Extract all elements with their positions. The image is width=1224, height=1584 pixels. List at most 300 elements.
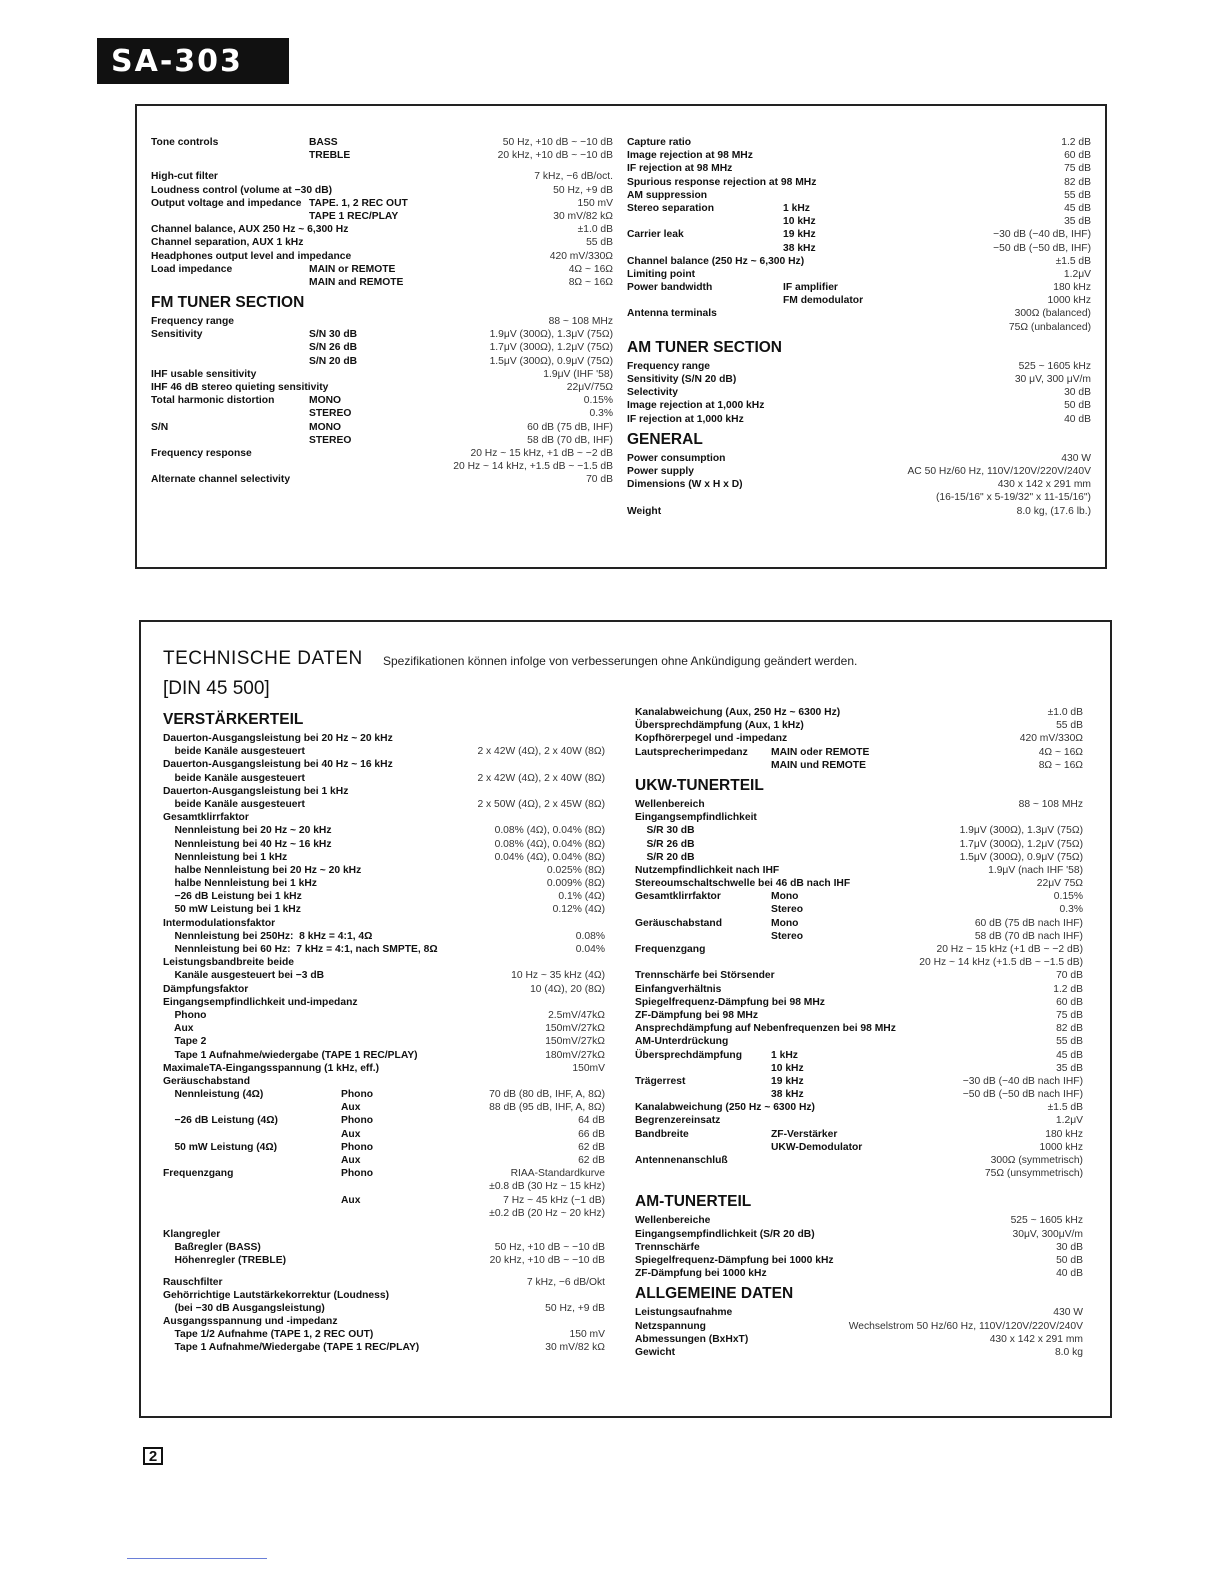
- spec-row: [627, 478, 1091, 491]
- spec-condition: Aux: [341, 1155, 361, 1166]
- spec-condition: S/N 26 dB: [309, 342, 358, 354]
- spec-label: Frequency range: [627, 360, 710, 372]
- spec-condition: Stereo: [771, 904, 804, 916]
- spec-row: [163, 930, 605, 943]
- spec-value: 22μV/75Ω: [566, 382, 613, 393]
- spec-row: [627, 268, 1091, 281]
- spec-row: [163, 1194, 605, 1207]
- spec-condition: TAPE. 1, 2 REC OUT: [309, 197, 408, 209]
- spec-row: [151, 460, 613, 473]
- spec-label: Nennleistung bei 20 Hz ~ 20 kHz: [163, 825, 332, 837]
- spec-label: Dauerton-Ausgangsleistung bei 1 kHz: [163, 785, 349, 797]
- spec-label: Trägerrest: [635, 1075, 686, 1087]
- spacer: [151, 162, 613, 170]
- spec-row: [635, 732, 1083, 745]
- spec-label: Headphones output level and impedance: [151, 250, 352, 262]
- spec-value: 0.15%: [1053, 891, 1083, 903]
- spec-row: [635, 1009, 1083, 1022]
- spec-label: Netzspannung: [635, 1320, 706, 1332]
- spec-label: Eingangsempfindlichkeit: [635, 812, 757, 824]
- spec-label: Gesamtklirrfaktor: [163, 812, 249, 824]
- spec-label: Wellenbereiche: [635, 1215, 711, 1227]
- spec-value: ±1.0 dB: [1047, 707, 1083, 718]
- spec-value: 0.3%: [1059, 904, 1083, 916]
- spec-label: Dauerton-Ausgangsleistung bei 40 Hz ~ 16 kHz: [163, 759, 393, 771]
- spec-label: Aux: [163, 1023, 194, 1035]
- spec-row: [635, 746, 1083, 759]
- spec-label: Klangregler: [163, 1228, 221, 1240]
- spec-row: [627, 215, 1091, 228]
- spec-value: (16-15/16" x 5-19/32" x 11-15/16"): [935, 492, 1091, 504]
- spec-row: [151, 136, 613, 149]
- spec-value: 1.2μV: [1063, 268, 1091, 280]
- spec-row: [627, 149, 1091, 162]
- spec-value: 62 dB: [578, 1141, 605, 1153]
- spec-label: Power bandwidth: [627, 282, 713, 294]
- spec-row: [627, 413, 1091, 426]
- spec-condition: 38 kHz: [783, 242, 816, 254]
- spec-value: −50 dB (−50 dB nach IHF): [962, 1089, 1083, 1101]
- spec-value: 4Ω ~ 16Ω: [568, 263, 613, 275]
- spec-value: 50 dB: [1064, 400, 1091, 412]
- spec-value: 1000 kHz: [1039, 1141, 1083, 1153]
- english-spec-panel: [135, 104, 1107, 569]
- spec-row: [163, 1241, 605, 1254]
- spec-value: 430 W: [1061, 452, 1091, 464]
- spec-label: Geräuschabstand: [163, 1075, 250, 1087]
- spec-label: Image rejection at 98 MHz: [627, 150, 753, 162]
- spec-row: [163, 824, 605, 837]
- spec-value: 20 Hz ~ 14 kHz (+1.5 dB ~ −1.5 dB): [919, 957, 1083, 969]
- spec-label: Wellenbereich: [635, 798, 705, 810]
- spec-row: [635, 1114, 1083, 1127]
- spec-condition: Phono: [341, 1115, 374, 1127]
- spec-label: Kanalabweichung (Aux, 250 Hz ~ 6300 Hz): [635, 707, 841, 718]
- spec-row: [627, 307, 1091, 320]
- spec-value: 35 dB: [1064, 216, 1091, 228]
- spec-value: ±0.2 dB (20 Hz ~ 20 kHz): [489, 1207, 605, 1219]
- spec-label: ZF-Dämpfung bei 98 MHz: [635, 1009, 758, 1021]
- spec-label: Eingangsempfindlichkeit (S/R 20 dB): [635, 1228, 815, 1240]
- spec-value: 50 Hz, +9 dB: [553, 184, 613, 196]
- spec-label: Geräuschabstand: [635, 917, 722, 929]
- spec-value: −50 dB (−50 dB, IHF): [993, 242, 1091, 254]
- spec-row: [635, 1228, 1083, 1241]
- spec-label: S/R 26 dB: [635, 838, 695, 850]
- spec-row: [635, 824, 1083, 837]
- spec-row: [163, 1035, 605, 1048]
- spec-row: [635, 956, 1083, 969]
- spec-value: 50 Hz, +10 dB ~ −10 dB: [502, 137, 613, 148]
- spec-value: 88 dB (95 dB, IHF, A, 8Ω): [489, 1102, 605, 1114]
- spec-value: 45 dB: [1064, 202, 1091, 214]
- spec-value: 22μV 75Ω: [1036, 878, 1083, 890]
- spec-row: [151, 434, 613, 447]
- spec-row: [163, 1154, 605, 1167]
- spacer: [163, 1268, 605, 1276]
- spec-value: 1000 kHz: [1047, 295, 1091, 307]
- spec-label: Gehörrichtige Lautstärkekorrektur (Loudness): [163, 1289, 390, 1301]
- spec-row: [627, 255, 1091, 268]
- spec-row: [151, 184, 613, 197]
- spec-label: Dimensions (W x H x D): [627, 479, 743, 491]
- spec-value: 88 ~ 108 MHz: [1018, 798, 1083, 810]
- spec-label: −26 dB Leistung (4Ω): [163, 1115, 278, 1127]
- spec-label: Channel separation, AUX 1 kHz: [151, 237, 304, 249]
- spec-label: 50 mW Leistung bei 1 kHz: [163, 904, 301, 916]
- spec-value: 0.04% (4Ω), 0.04% (8Ω): [494, 851, 605, 863]
- spec-value: 82 dB: [1064, 176, 1091, 188]
- spec-row: [151, 315, 613, 328]
- spec-value: 8Ω ~ 16Ω: [568, 276, 613, 288]
- spec-value: ±1.5 dB: [1047, 1102, 1083, 1114]
- spec-row: [163, 969, 605, 982]
- spec-row: [635, 851, 1083, 864]
- spec-row: [151, 210, 613, 223]
- spec-row: [627, 360, 1091, 373]
- spec-row: [635, 1241, 1083, 1254]
- spec-row: [635, 1101, 1083, 1114]
- spec-row: [151, 250, 613, 263]
- spec-row: [163, 1180, 605, 1193]
- spec-condition: STEREO: [309, 434, 352, 446]
- spec-row: [163, 838, 605, 851]
- spec-label: Spiegelfrequenz-Dämpfung bei 1000 kHz: [635, 1254, 834, 1266]
- spec-label: beide Kanäle ausgesteuert: [163, 798, 305, 810]
- spec-value: 1.2 dB: [1061, 137, 1091, 148]
- spec-value: 70 dB: [1056, 970, 1083, 982]
- section-heading: AM TUNER SECTION: [627, 338, 782, 356]
- spec-row: [163, 996, 605, 1009]
- spec-row: [163, 1315, 605, 1328]
- spec-row: [627, 189, 1091, 202]
- spec-label: Alternate channel selectivity: [151, 474, 291, 486]
- spec-row: [151, 381, 613, 394]
- spec-value: 10 (4Ω), 20 (8Ω): [530, 983, 605, 995]
- spec-row: [635, 1320, 1083, 1333]
- spec-value: ±1.5 dB: [1055, 255, 1091, 267]
- spec-label: Image rejection at 1,000 kHz: [627, 400, 765, 412]
- section-heading: UKW-TUNERTEIL: [635, 776, 764, 794]
- spec-row: [635, 1306, 1083, 1319]
- spec-label: Spiegelfrequenz-Dämpfung bei 98 MHz: [635, 996, 825, 1008]
- spec-value: 75Ω (unsymmetrisch): [984, 1168, 1083, 1180]
- section-heading: FM TUNER SECTION: [151, 294, 305, 312]
- german-title: TECHNISCHE DATEN: [163, 648, 363, 669]
- german-left-column: [163, 706, 605, 1355]
- spec-value: 8.0 kg: [1054, 1346, 1083, 1358]
- spec-row: [151, 263, 613, 276]
- spec-value: 58 dB (70 dB nach IHF): [974, 930, 1083, 942]
- bottom-divider: [127, 1558, 267, 1559]
- spec-row: [151, 276, 613, 289]
- spec-value: 0.08%: [575, 930, 605, 942]
- spec-label: Weight: [627, 505, 662, 517]
- spec-label: Baßregler (BASS): [163, 1242, 261, 1254]
- spec-row: [151, 407, 613, 420]
- spec-value: 64 dB: [578, 1115, 605, 1127]
- spec-label: Intermodulationsfaktor: [163, 917, 276, 929]
- spec-row: [635, 798, 1083, 811]
- spec-label: S/N: [151, 421, 169, 433]
- spec-label: IF rejection at 98 MHz: [627, 163, 733, 175]
- spec-condition: Phono: [341, 1089, 374, 1101]
- spec-label: Antennenanschluß: [635, 1155, 728, 1166]
- spec-value: Wechselstrom 50 Hz/60 Hz, 110V/120V/220V/240V: [848, 1320, 1083, 1332]
- spec-label: Carrier leak: [627, 229, 684, 241]
- spec-label: IF rejection at 1,000 kHz: [627, 413, 744, 425]
- spec-label: Einfangverhältnis: [635, 983, 722, 995]
- spec-value: 45 dB: [1056, 1049, 1083, 1061]
- spec-value: 180mV/27kΩ: [545, 1049, 605, 1061]
- spec-row: [635, 1062, 1083, 1075]
- spec-value: 0.04%: [575, 944, 605, 955]
- spec-row: [635, 877, 1083, 890]
- spec-row: [163, 1341, 605, 1354]
- spec-label: Nennleistung bei 40 Hz ~ 16 kHz: [163, 838, 332, 850]
- spec-condition: Aux: [341, 1128, 361, 1140]
- spec-label: halbe Nennleistung bei 1 kHz: [163, 878, 317, 890]
- spec-value: 525 ~ 1605 kHz: [1018, 360, 1091, 372]
- spec-value: 8Ω ~ 16Ω: [1038, 759, 1083, 771]
- spec-condition: S/N 20 dB: [309, 355, 358, 367]
- spec-value: 75 dB: [1064, 163, 1091, 175]
- spec-row: [163, 890, 605, 903]
- spec-label: Power consumption: [627, 452, 726, 464]
- spec-label: Tape 1/2 Aufnahme (TAPE 1, 2 REC OUT): [163, 1329, 374, 1341]
- spec-row: [627, 491, 1091, 504]
- spec-condition: 19 kHz: [783, 229, 816, 241]
- spec-label: MaximaleTA-Eingangsspannung (1 kHz, eff.): [163, 1062, 380, 1074]
- spec-row: [163, 1328, 605, 1341]
- spec-row: [627, 505, 1091, 518]
- spec-row: [627, 228, 1091, 241]
- spec-row: [163, 1009, 605, 1022]
- spec-row: [151, 328, 613, 341]
- spec-label: Bandbreite: [635, 1128, 689, 1140]
- spec-value: 7 Hz ~ 45 kHz (−1 dB): [503, 1194, 605, 1206]
- spec-label: Trennschärfe: [635, 1241, 700, 1253]
- spec-value: ±0.8 dB (30 Hz ~ 15 kHz): [489, 1181, 605, 1193]
- spacer: [163, 1220, 605, 1228]
- spec-value: 150 mV: [577, 197, 613, 209]
- german-din: [DIN 45 500]: [163, 678, 270, 699]
- spec-row: [163, 877, 605, 890]
- spec-row: [151, 473, 613, 486]
- spec-label: Gewicht: [635, 1346, 676, 1358]
- spec-label: Gesamtklirrfaktor: [635, 891, 721, 903]
- spec-condition: MAIN oder REMOTE: [771, 746, 870, 758]
- spec-label: Nennleistung (4Ω): [163, 1089, 264, 1101]
- spec-value: 180 kHz: [1045, 1128, 1083, 1140]
- spec-value: 150mV/27kΩ: [545, 1036, 605, 1048]
- spec-label: Tape 1 Aufnahme/wiedergabe (TAPE 1 REC/PLAY): [163, 1049, 418, 1061]
- spec-row: [163, 943, 605, 956]
- spec-row: [163, 1302, 605, 1315]
- spec-row: [627, 176, 1091, 189]
- spec-condition: Stereo: [771, 930, 804, 942]
- spec-label: Frequency response: [151, 447, 252, 459]
- spec-row: [627, 162, 1091, 175]
- spec-value: 70 dB (80 dB, IHF, A, 8Ω): [489, 1089, 605, 1101]
- spec-row: [635, 890, 1083, 903]
- spec-condition: FM demodulator: [783, 295, 864, 307]
- spec-row: [635, 1128, 1083, 1141]
- spec-value: 88 ~ 108 MHz: [548, 316, 613, 328]
- section-heading: ALLGEMEINE DATEN: [635, 1285, 794, 1303]
- spec-value: 50 Hz, +10 dB ~ −10 dB: [494, 1242, 605, 1254]
- spec-row: [163, 1114, 605, 1127]
- spec-label: Phono: [163, 1009, 207, 1021]
- spec-label: Rauschfilter: [163, 1276, 223, 1288]
- spec-row: [627, 386, 1091, 399]
- spec-row: [627, 202, 1091, 215]
- spec-row: [163, 851, 605, 864]
- spec-condition: Phono: [341, 1141, 374, 1153]
- spec-row: [163, 1088, 605, 1101]
- spec-row: [163, 732, 605, 745]
- german-spec-panel: [139, 620, 1112, 1418]
- spec-row: [635, 759, 1083, 772]
- spec-label: Loudness control (volume at −30 dB): [151, 184, 333, 196]
- spec-row: [635, 1333, 1083, 1346]
- page-number: 2: [143, 1447, 163, 1465]
- spec-row: [151, 394, 613, 407]
- spec-value: 525 ~ 1605 kHz: [1010, 1215, 1083, 1227]
- spec-row: [163, 1276, 605, 1289]
- spec-label: Leistungsbandbreite beide: [163, 957, 295, 969]
- spec-condition: MAIN and REMOTE: [309, 276, 404, 288]
- spec-value: 60 dB: [1064, 150, 1091, 162]
- spec-row: [151, 421, 613, 434]
- spec-label: −26 dB Leistung bei 1 kHz: [163, 891, 302, 903]
- spec-value: 35 dB: [1056, 1062, 1083, 1074]
- spec-label: Limiting point: [627, 268, 696, 280]
- english-left-column: [151, 136, 613, 487]
- spec-label: Power supply: [627, 465, 694, 477]
- spec-value: 75Ω (unbalanced): [1008, 321, 1091, 333]
- spec-value: 30 dB: [1056, 1241, 1083, 1253]
- spec-row: [163, 983, 605, 996]
- spec-value: 50 Hz, +9 dB: [545, 1302, 605, 1314]
- spec-label: 50 mW Leistung (4Ω): [163, 1141, 278, 1153]
- spec-label: Selectivity: [627, 387, 678, 399]
- spec-value: 30 dB: [1064, 387, 1091, 399]
- spec-row: [635, 838, 1083, 851]
- spec-label: Tone controls: [151, 137, 219, 148]
- spec-row: [151, 197, 613, 210]
- spec-label: Frequenzgang: [163, 1168, 234, 1180]
- spec-label: Tape 1 Aufnahme/Wiedergabe (TAPE 1 REC/PLAY): [163, 1342, 420, 1354]
- spec-label: S/R 30 dB: [635, 825, 695, 837]
- spec-condition: Phono: [341, 1168, 374, 1180]
- spec-row: [163, 1049, 605, 1062]
- spec-label: Begrenzereinsatz: [635, 1115, 721, 1127]
- section-heading: AM-TUNERTEIL: [635, 1193, 752, 1211]
- spacer: [635, 1180, 1083, 1188]
- spec-value: 8.0 kg, (17.6 lb.): [1016, 505, 1091, 517]
- spec-row: [163, 798, 605, 811]
- spec-label: Dämpfungsfaktor: [163, 983, 249, 995]
- spec-row: [635, 811, 1083, 824]
- spec-value: 2.5mV/47kΩ: [548, 1009, 605, 1021]
- spec-label: Capture ratio: [627, 137, 692, 148]
- spec-value: 40 dB: [1064, 413, 1091, 425]
- spec-condition: ZF-Verstärker: [771, 1128, 838, 1140]
- spec-value: 60 dB (75 dB, IHF): [527, 421, 613, 433]
- spec-row: [635, 864, 1083, 877]
- spec-label: Nennleistung bei 1 kHz: [163, 851, 288, 863]
- spec-row: [151, 341, 613, 354]
- spec-row: [163, 1075, 605, 1088]
- spec-row: [163, 811, 605, 824]
- spec-value: −30 dB (−40 dB, IHF): [993, 229, 1091, 241]
- spec-value: 1.9μV (300Ω), 1.3μV (75Ω): [959, 825, 1083, 837]
- spec-value: ±1.0 dB: [577, 224, 613, 236]
- spec-value: 430 x 142 x 291 mm: [989, 1333, 1083, 1345]
- spec-condition: 10 kHz: [783, 216, 816, 228]
- spec-condition: TREBLE: [309, 150, 351, 162]
- spec-value: 7 kHz, −6 dB/oct.: [534, 171, 613, 183]
- spec-value: 0.1% (4Ω): [558, 891, 605, 903]
- spec-condition: MONO: [309, 421, 342, 433]
- german-right-column: [635, 706, 1083, 1359]
- spec-row: [635, 1214, 1083, 1227]
- spec-row: [627, 281, 1091, 294]
- spec-value: −30 dB (−40 dB nach IHF): [962, 1075, 1083, 1087]
- spec-value: 70 dB: [586, 474, 613, 486]
- spec-value: 1.2μV: [1055, 1115, 1083, 1127]
- spec-condition: 1 kHz: [771, 1049, 798, 1061]
- spec-row: [635, 719, 1083, 732]
- spec-value: 430 x 142 x 291 mm: [997, 479, 1091, 491]
- spec-label: High-cut filter: [151, 171, 218, 183]
- spec-value: 55 dB: [1064, 189, 1091, 201]
- spec-value: 30 mV/82 kΩ: [545, 1342, 605, 1354]
- spec-label: Lautsprecherimpedanz: [635, 746, 748, 758]
- spec-value: 66 dB: [578, 1128, 605, 1140]
- spec-value: 150 mV: [569, 1329, 605, 1341]
- spec-condition: 10 kHz: [771, 1062, 804, 1074]
- spec-row: [635, 1088, 1083, 1101]
- spec-row: [635, 1141, 1083, 1154]
- spec-value: 60 dB: [1056, 996, 1083, 1008]
- spec-row: [635, 1346, 1083, 1359]
- spec-value: 60 dB (75 dB nach IHF): [974, 917, 1083, 929]
- spec-value: 420 mV/330Ω: [549, 250, 613, 262]
- spec-value: 10 Hz ~ 35 kHz (4Ω): [511, 970, 605, 982]
- spec-row: [163, 758, 605, 771]
- spec-label: Channel balance, AUX 250 Hz ~ 6,300 Hz: [151, 224, 349, 236]
- spec-value: 58 dB (70 dB, IHF): [527, 434, 613, 446]
- spec-label: Eingangsempfindlichkeit und-impedanz: [163, 996, 358, 1008]
- spec-row: [627, 294, 1091, 307]
- spec-value: RIAA-Standardkurve: [510, 1168, 605, 1180]
- spec-value: 4Ω ~ 16Ω: [1038, 746, 1083, 758]
- spec-row: [151, 355, 613, 368]
- spec-label: Load impedance: [151, 263, 233, 275]
- spec-row: [151, 368, 613, 381]
- spec-label: beide Kanäle ausgesteuert: [163, 746, 305, 758]
- spec-value: 50 dB: [1056, 1254, 1083, 1266]
- spec-row: [151, 223, 613, 236]
- spec-row: [163, 1289, 605, 1302]
- spec-row: [163, 1254, 605, 1267]
- spec-label: Nutzempfindlichkeit nach IHF: [635, 864, 780, 876]
- spec-label: Stereoumschaltschwelle bei 46 dB nach IHF: [635, 878, 851, 890]
- spec-value: 1.5μV (300Ω), 0.9μV (75Ω): [959, 851, 1083, 863]
- spec-row: [635, 969, 1083, 982]
